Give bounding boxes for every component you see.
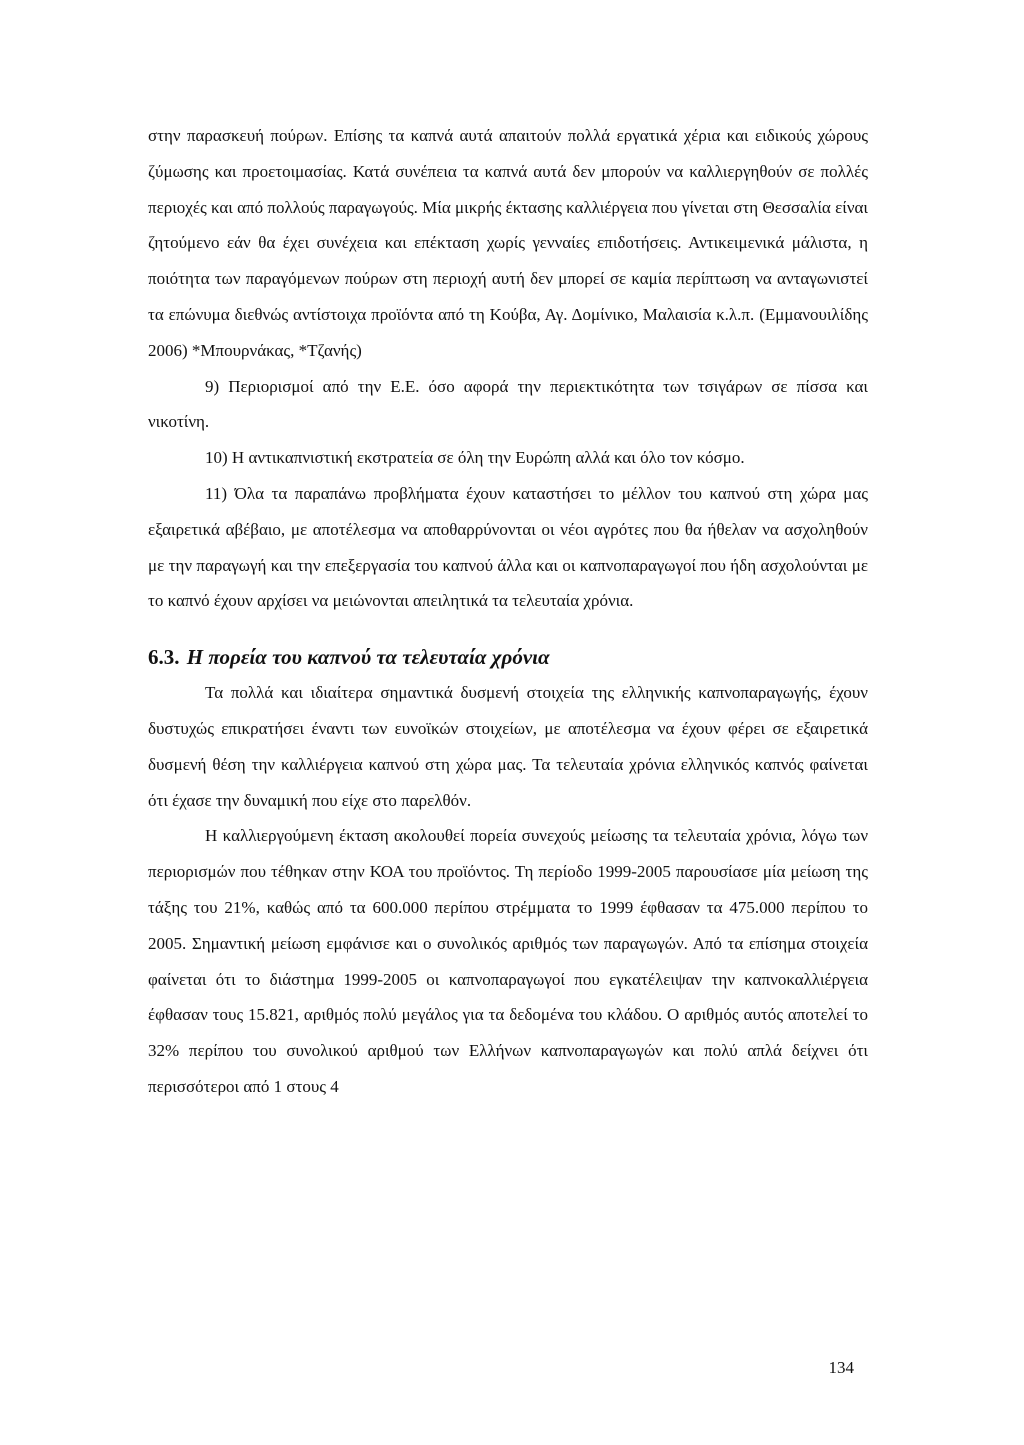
section-number: 6.3. — [148, 645, 180, 670]
document-page — [148, 118, 868, 1105]
paragraph-cultivated-area: Η καλλιεργούμενη έκταση ακολουθεί πορεία συνεχούς μείωσης τα τελευταία χρόνια, λόγω των περιορισμών που τέθηκαν στην ΚΟΑ του προϊόντος. Τη περίοδο 1999-2005 παρουσίασε μία μείωση της τάξης του 21%, καθώς από τα 600.000 περίπου στρέμματα το 1999 έφθασαν τα 475.000 περίπου το 2005. Σημαντική μείωση εμφάνισε και ο συνολικός αριθμός των παραγωγών. Από τα επίσημα στοιχεία φαίνεται ότι το διάστημα 1999-2005 οι καπνοπαραγωγοί που εγκατέλειψαν την καπνοκαλλιέργεια έφθασαν τους 15.821, αριθμός πολύ μεγάλος για τα δεδομένα του κλάδου. Ο αριθμός αυτός αποτελεί το 32% περίπου του συνολικού αριθμού των Ελλήνων καπνοπαραγωγών και πολύ απλά δείχνει ότι περισσότεροι από 1 στους 4 — [148, 826, 868, 1096]
paragraph-cigar-production: στην παρασκευή πούρων. Επίσης τα καπνά αυτά απαιτούν πολλά εργατικά χέρια και ειδικούς χώρους ζύμωσης και προετοιμασίας. Κατά συνέπεια τα καπνά αυτά δεν μπορούν να καλλιεργηθούν σε πολλές περιοχές και από πολλούς παραγωγούς. Μία μικρής έκτασης καλλιέργεια που γίνεται στη Θεσσαλία είναι ζητούμενο εάν θα έχει συνέχεια και επέκταση χωρίς γενναίες επιδοτήσεις. Αντικειμενικά μάλιστα, η ποιότητα των παραγόμενων πούρων στη περιοχή αυτή δεν μπορεί σε καμία περίπτωση να ανταγωνιστεί τα επώνυμα διεθνώς αντίστοιχα προϊόντα από τη Κούβα, Αγ. Δομίνικο, Μαλαισία κ.λ.π. (Εμμανουιλίδης 2006) *Μπουρνάκας, *Τζανής) — [148, 126, 868, 360]
list-item-10: 10) Η αντικαπνιστική εκστρατεία σε όλη την Ευρώπη αλλά και όλο τον κόσμο. — [205, 448, 745, 468]
paragraph-unfavorable-factors: Τα πολλά και ιδιαίτερα σημαντικά δυσμενή στοιχεία της ελληνικής καπνοπαραγωγής, έχουν δυστυχώς επικρατήσει έναντι των ευνοϊκών στοιχείων, με αποτέλεσμα να έχουν φέρει σε εξαιρετικά δυσμενή θέση την καλλιέργεια καπνού στη χώρα μας. Τα τελευταία χρόνια ελληνικός καπνός φαίνεται ότι έχασε την δυναμική που είχε στο παρελθόν. — [148, 683, 868, 810]
list-item-9: 9) Περιορισμοί από την Ε.Ε. όσο αφορά την περιεκτικότητα των τσιγάρων σε πίσσα και νικοτίνη. — [148, 376, 868, 432]
page-number: 134 — [828, 1358, 854, 1377]
section-heading — [148, 639, 868, 675]
section-title: Η πορεία του καπνού τα τελευταία χρόνια — [186, 645, 550, 670]
list-item-11: 11) Όλα τα παραπάνω προβλήματα έχουν καταστήσει το μέλλον του καπνού στη χώρα μας εξαιρετικά αβέβαιο, με αποτέλεσμα να αποθαρρύνονται οι νέοι αγρότες που θα ήθελαν να ασχοληθούν με την παραγωγή και την επεξεργασία του καπνού άλλα και οι καπνοπαραγωγοί που ήδη ασχολούνται με το καπνό έχουν αρχίσει να μειώνονται απειλητικά τα τελευταία χρόνια. — [148, 483, 868, 611]
